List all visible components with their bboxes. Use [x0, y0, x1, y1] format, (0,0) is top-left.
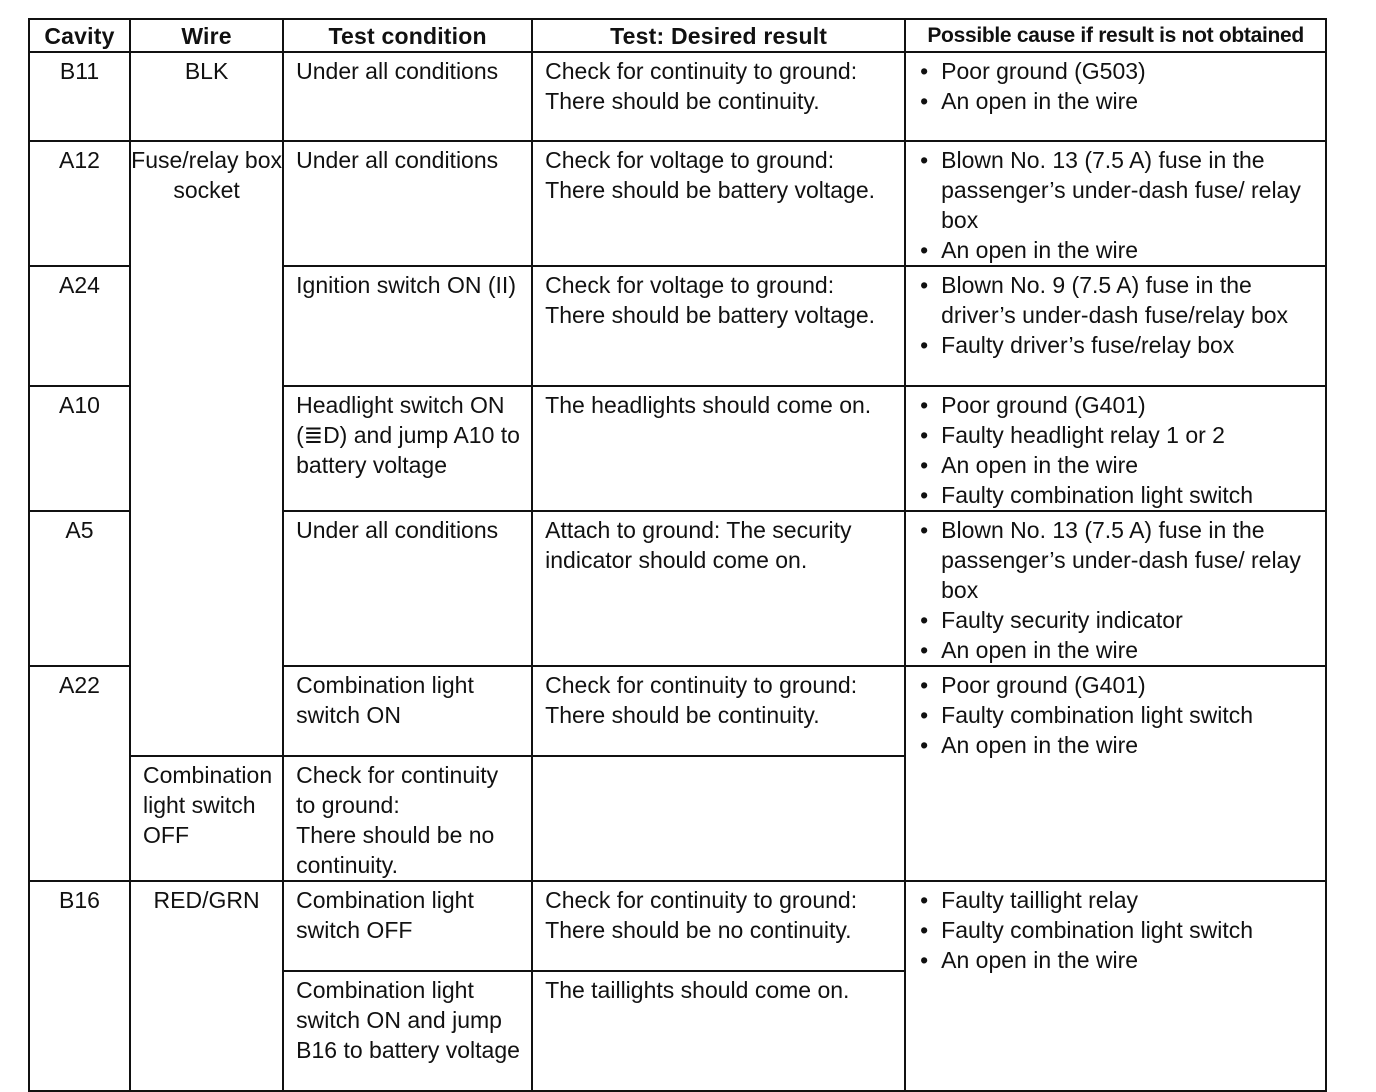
bullet: •: [920, 732, 929, 758]
causes-cell: [905, 881, 1326, 1091]
cavity-cell: B16: [29, 881, 130, 1091]
condition-cell: Ignition switch ON (II): [283, 266, 532, 386]
result-cell: The headlights should come on.: [532, 386, 905, 511]
header-row: [29, 19, 1326, 52]
condition-cell: Under all conditions: [283, 141, 532, 266]
table-row: [29, 52, 1326, 141]
condition-cell: Headlight switch ON (≣D) and jump A10 to battery voltage: [283, 386, 532, 511]
condition-cell: Under all conditions: [283, 511, 532, 666]
bullet: •: [920, 637, 929, 663]
cavity-cell: A24: [29, 266, 130, 386]
bullet: •: [920, 482, 929, 508]
condition-cell: Combination light switch ON and jump B16 to battery voltage: [283, 971, 532, 1091]
condition-cell: Under all conditions: [283, 52, 532, 141]
cause-item: • An open in the wire: [920, 637, 1139, 663]
bullet: •: [920, 917, 929, 943]
bullet: •: [920, 147, 929, 173]
cause-item: • Blown No. 13 (7.5 A) fuse in the passenger’s under-dash fuse/ relay box: [920, 147, 1301, 233]
cause-item: • Faulty driver’s fuse/relay box: [920, 332, 1235, 358]
table-row: [29, 141, 1326, 266]
bullet: •: [920, 517, 929, 543]
header-possible-cause: Possible cause if result is not obtained: [905, 19, 1326, 52]
bullet: •: [920, 88, 929, 114]
bullet: •: [920, 672, 929, 698]
cause-item: • An open in the wire: [920, 947, 1139, 973]
cavity-cell: A10: [29, 386, 130, 511]
condition-cell: Combination light switch OFF: [283, 881, 532, 971]
cause-item: • Faulty headlight relay 1 or 2: [920, 422, 1225, 448]
cavity-cell: A22: [29, 666, 130, 881]
header-wire: Wire: [130, 19, 283, 52]
cause-item: • An open in the wire: [920, 452, 1139, 478]
cause-item: • Faulty combination light switch: [920, 917, 1254, 943]
cavity-cell: B11: [29, 52, 130, 141]
cause-item: • Blown No. 13 (7.5 A) fuse in the passenger’s under-dash fuse/ relay box: [920, 517, 1301, 603]
cause-item: • Poor ground (G401): [920, 392, 1146, 418]
result-cell: Check for continuity to ground: There should be continuity.: [532, 52, 905, 141]
causes-cell: [905, 141, 1326, 266]
header-desired-result: Test: Desired result: [532, 19, 905, 52]
bullet: •: [920, 702, 929, 728]
header-test-condition: Test condition: [283, 19, 532, 52]
result-cell: Attach to ground: The security indicator should come on.: [532, 511, 905, 666]
cause-item: • Poor ground (G503): [920, 58, 1146, 84]
result-cell: Check for continuity to ground: There should be no continuity.: [532, 881, 905, 971]
causes-cell: [905, 52, 1326, 141]
causes-cell: [905, 266, 1326, 386]
header-cavity: Cavity: [29, 19, 130, 52]
wire-cell: Fuse/relay box socket: [130, 141, 283, 756]
condition-cell: Combination light switch OFF: [130, 756, 283, 881]
bullet: •: [920, 947, 929, 973]
page: [28, 18, 1327, 1092]
connector-test-table: [28, 18, 1327, 1092]
cause-item: • Poor ground (G401): [920, 672, 1146, 698]
wire-cell: RED/GRN: [130, 881, 283, 1091]
cause-item: • An open in the wire: [920, 88, 1139, 114]
result-cell: Check for continuity to ground: There should be continuity.: [532, 666, 905, 756]
cause-item: • Faulty security indicator: [920, 607, 1183, 633]
wire-cell: BLK: [130, 52, 283, 141]
bullet: •: [920, 392, 929, 418]
cause-item: • An open in the wire: [920, 732, 1139, 758]
result-cell: Check for voltage to ground: There should be battery voltage.: [532, 266, 905, 386]
bullet: •: [920, 332, 929, 358]
result-cell: The taillights should come on.: [532, 971, 905, 1091]
cause-item: • Faulty taillight relay: [920, 887, 1138, 913]
cause-item: • An open in the wire: [920, 237, 1139, 263]
cause-item: • Faulty combination light switch: [920, 482, 1254, 508]
result-cell: Check for continuity to ground: There should be no continuity.: [283, 756, 532, 881]
causes-cell: [905, 386, 1326, 511]
table-row: [29, 881, 1326, 971]
causes-cell: [905, 511, 1326, 666]
condition-cell: Combination light switch ON: [283, 666, 532, 756]
bullet: •: [920, 237, 929, 263]
result-cell: Check for voltage to ground: There should be battery voltage.: [532, 141, 905, 266]
bullet: •: [920, 58, 929, 84]
cavity-cell: A12: [29, 141, 130, 266]
bullet: •: [920, 607, 929, 633]
bullet: •: [920, 887, 929, 913]
causes-cell: [905, 666, 1326, 881]
cause-item: • Blown No. 9 (7.5 A) fuse in the driver’s under-dash fuse/relay box: [920, 272, 1289, 328]
cavity-cell: A5: [29, 511, 130, 666]
cause-item: • Faulty combination light switch: [920, 702, 1254, 728]
bullet: •: [920, 452, 929, 478]
bullet: •: [920, 272, 929, 298]
bullet: •: [920, 422, 929, 448]
